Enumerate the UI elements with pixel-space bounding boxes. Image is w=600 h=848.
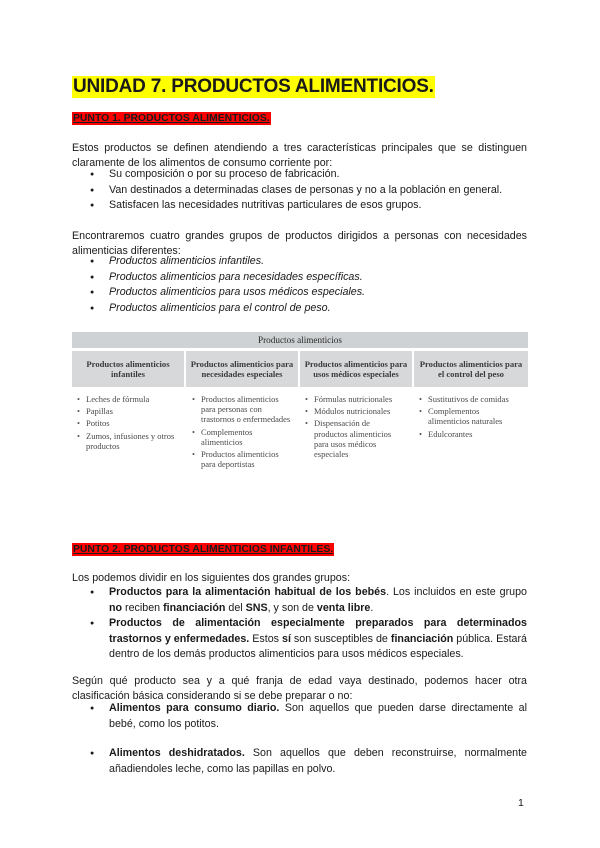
page-number: 1 bbox=[518, 797, 524, 809]
figure-column-header: Productos alimenticios para necesidades especiales bbox=[186, 351, 298, 387]
page-title: UNIDAD 7. PRODUCTOS ALIMENTICIOS. bbox=[73, 76, 434, 97]
list-item: ● Productos para la alimentación habitual de los bebés. Los incluidos en este grupo no reciben financiación del SNS, y son de venta libre. bbox=[72, 585, 527, 616]
list-item: • Complementos alimenticios naturales bbox=[418, 406, 522, 426]
list-item: • Leches de fórmula bbox=[76, 394, 180, 404]
figure-column-list bbox=[76, 394, 180, 453]
list-item: ● Alimentos deshidratados. Son aquellos que deben reconstruirse, normalmente añadiendoles leche, como las papillas en polvo. bbox=[72, 746, 527, 777]
products-classification-figure bbox=[72, 332, 528, 512]
list-item: ● Productos de alimentación especialmente preparados para determinados trastornos y enfermedades. Estos sí son susceptibles de financiación pública. Estará dentro de los demás productos alimenticios para usos médicos especiales. bbox=[72, 616, 527, 663]
list-item: ● Productos alimenticios para usos médicos especiales. bbox=[72, 285, 527, 301]
list-item: ● Productos alimenticios para necesidades específicas. bbox=[72, 270, 527, 286]
list-item: • Complementos alimenticios bbox=[191, 427, 291, 447]
list-item: ● Productos alimenticios para el control de peso. bbox=[72, 301, 527, 317]
figure-column-list bbox=[418, 394, 522, 441]
characteristics-list bbox=[72, 167, 527, 214]
list-item: • Dispensación de productos alimenticios para usos médicos especiales bbox=[304, 418, 404, 459]
figure-column-header: Productos alimenticios para usos médicos especiales bbox=[300, 351, 412, 387]
list-item: • Productos alimenticios para deportistas bbox=[191, 449, 291, 469]
section-2-intro: Los podemos dividir en los siguientes dos grandes grupos: bbox=[72, 572, 351, 584]
section-1-heading: PUNTO 1. PRODUCTOS ALIMENTICIOS. bbox=[73, 113, 270, 124]
list-item: • Módulos nutricionales bbox=[304, 406, 404, 416]
daily-food-list bbox=[72, 701, 527, 732]
figure-header: Productos alimenticios bbox=[72, 332, 528, 348]
figure-column-list bbox=[304, 394, 404, 461]
classification-intro: Según qué producto sea y a qué franja de edad vaya destinado, podemos hacer otra clasificación básica considerando si se debe preparar o no: bbox=[72, 675, 527, 702]
groups-intro: Encontraremos cuatro grandes grupos de productos dirigidos a personas con necesidades alimenticias diferentes: bbox=[72, 230, 527, 257]
list-item: ● Satisfacen las necesidades nutritivas particulares de esos grupos. bbox=[72, 198, 527, 214]
list-item: ● Alimentos para consumo diario. Son aquellos que pueden darse directamente al bebé, como los potitos. bbox=[72, 701, 527, 732]
figure-column-list bbox=[191, 394, 291, 471]
list-item: • Sustitutivos de comidas bbox=[418, 394, 522, 404]
list-item: ● Su composición o por su proceso de fabricación. bbox=[72, 167, 527, 183]
list-item: • Papillas bbox=[76, 406, 180, 416]
list-item: • Zumos, infusiones y otros productos bbox=[76, 431, 180, 451]
figure-column-header: Productos alimenticios para el control del peso bbox=[414, 351, 528, 387]
section-2-heading: PUNTO 2. PRODUCTOS ALIMENTICIOS INFANTILES. bbox=[73, 544, 334, 555]
list-item: ● Productos alimenticios infantiles. bbox=[72, 254, 527, 270]
list-item: • Fórmulas nutricionales bbox=[304, 394, 404, 404]
list-item: • Productos alimenticios para personas con trastornos o enfermedades bbox=[191, 394, 291, 425]
dehydrated-food-list bbox=[72, 746, 527, 777]
infant-groups-list bbox=[72, 585, 527, 663]
groups-list bbox=[72, 254, 527, 316]
section-1-intro: Estos productos se definen atendiendo a tres características principales que se distinguen claramente de los alimentos de consumo corriente por: bbox=[72, 142, 527, 169]
list-item: • Potitos bbox=[76, 418, 180, 428]
list-item: • Edulcorantes bbox=[418, 429, 522, 439]
figure-column-header: Productos alimenticios infantiles bbox=[72, 351, 184, 387]
list-item: ● Van destinados a determinadas clases de personas y no a la población en general. bbox=[72, 183, 527, 199]
